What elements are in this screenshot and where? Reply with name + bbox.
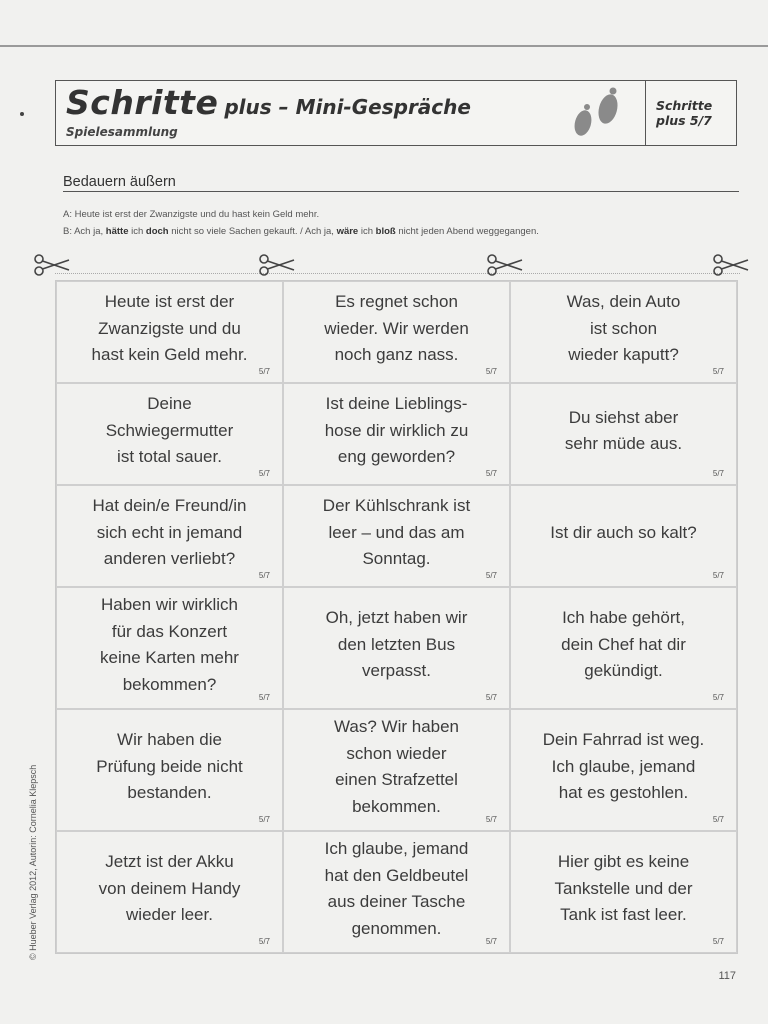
card-level-code: 5/7 xyxy=(258,367,270,376)
card xyxy=(283,485,510,587)
scissors-icon xyxy=(712,253,750,277)
card-level-code: 5/7 xyxy=(258,469,270,478)
card-text: Dein Fahrrad ist weg. Ich glaube, jemand hat es gestohlen. xyxy=(542,730,705,803)
card xyxy=(283,383,510,485)
card-level-code: 5/7 xyxy=(485,693,497,702)
card-level-code: 5/7 xyxy=(712,815,724,824)
card-text: Der Kühlschrank ist leer – und das am Sonntag. xyxy=(322,496,471,569)
example-b-text: ich xyxy=(128,226,146,237)
brand-title xyxy=(66,83,471,122)
header-brand-area xyxy=(56,81,646,145)
page-number: 117 xyxy=(718,970,736,982)
scissors-icon xyxy=(33,253,71,277)
scissors-icon xyxy=(258,253,296,277)
card-level-code: 5/7 xyxy=(258,937,270,946)
card xyxy=(283,281,510,383)
example-b-bold: wäre xyxy=(336,226,359,237)
card-text: Ich habe gehört, dein Chef hat dir gekündigt. xyxy=(561,608,686,681)
card xyxy=(510,281,737,383)
top-rule xyxy=(0,45,768,47)
cut-line xyxy=(55,273,740,274)
example-b-bold: bloß xyxy=(375,226,396,237)
card xyxy=(283,587,510,709)
card xyxy=(283,709,510,831)
card-level-code: 5/7 xyxy=(485,367,497,376)
card xyxy=(510,485,737,587)
card-text: Ich glaube, jemand hat den Geldbeutel aus deiner Tasche genommen. xyxy=(324,839,469,938)
example-a: A: Heute ist erst der Zwanzigste und du hast kein Geld mehr. xyxy=(63,209,320,220)
footprint-icon xyxy=(561,85,631,143)
card-text: Deine Schwiegermutter ist total sauer. xyxy=(105,394,234,467)
example-b-text: B: Ach ja, xyxy=(63,226,106,237)
example-b-text: nicht so viele Sachen gekauft. / Ach ja, xyxy=(168,226,337,237)
card-grid xyxy=(55,280,738,954)
card-level-code: 5/7 xyxy=(485,469,497,478)
card-text: Haben wir wirklich für das Konzert keine Karten mehr bekommen? xyxy=(100,595,239,694)
card-level-code: 5/7 xyxy=(712,469,724,478)
card xyxy=(510,709,737,831)
example-b-text: nicht jeden Abend weggegangen. xyxy=(395,226,539,237)
card-text: Es regnet schon wieder. Wir werden noch ganz nass. xyxy=(324,292,469,365)
card-level-code: 5/7 xyxy=(258,815,270,824)
card-text: Wir haben die Prüfung beide nicht bestanden. xyxy=(96,730,243,803)
card-level-code: 5/7 xyxy=(712,937,724,946)
example-b-bold: doch xyxy=(145,226,169,237)
header-box xyxy=(55,80,737,146)
scissors-icon xyxy=(486,253,524,277)
card-text: Ist deine Lieblings- hose dir wirklich zu eng geworden? xyxy=(324,394,469,467)
brand-caption: Spielesammlung xyxy=(66,125,178,139)
card xyxy=(56,383,283,485)
example-b-text: ich xyxy=(358,226,376,237)
section-rule xyxy=(63,191,739,192)
card-text: Was? Wir haben schon wieder einen Strafzettel bekommen. xyxy=(333,717,460,816)
card xyxy=(56,281,283,383)
card xyxy=(56,831,283,953)
level-label xyxy=(646,81,736,145)
card xyxy=(510,587,737,709)
card-text: Du siehst aber sehr müde aus. xyxy=(564,407,683,453)
card xyxy=(56,709,283,831)
card-level-code: 5/7 xyxy=(485,937,497,946)
card-text: Jetzt ist der Akku von deinem Handy wieder leer. xyxy=(98,852,241,925)
section-title: Bedauern äußern xyxy=(63,174,176,190)
card-text: Hat dein/e Freund/in sich echt in jemand anderen verliebt? xyxy=(92,496,247,569)
card-level-code: 5/7 xyxy=(712,571,724,580)
card-level-code: 5/7 xyxy=(712,367,724,376)
card-text: Ist dir auch so kalt? xyxy=(550,522,697,542)
example-b-bold: hätte xyxy=(105,226,129,237)
brand-name: Schritte xyxy=(66,83,219,122)
card xyxy=(510,831,737,953)
example-b xyxy=(63,226,539,237)
card-level-code: 5/7 xyxy=(258,571,270,580)
card-text: Oh, jetzt haben wir den letzten Bus verpasst. xyxy=(325,608,468,681)
level-line-2: plus 5/7 xyxy=(656,113,712,128)
card xyxy=(56,485,283,587)
card-text: Was, dein Auto ist schon wieder kaputt? xyxy=(566,292,681,365)
card xyxy=(510,383,737,485)
card-level-code: 5/7 xyxy=(258,693,270,702)
card xyxy=(56,587,283,709)
card-level-code: 5/7 xyxy=(712,693,724,702)
card-level-code: 5/7 xyxy=(485,571,497,580)
card-text: Hier gibt es keine Tankstelle und der Tank ist fast leer. xyxy=(554,852,693,925)
card-level-code: 5/7 xyxy=(485,815,497,824)
level-line-1: Schritte xyxy=(656,98,713,113)
card-text: Heute ist erst der Zwanzigste und du hast kein Geld mehr. xyxy=(91,292,248,365)
brand-suffix: plus – Mini-Gespräche xyxy=(224,95,471,119)
card xyxy=(283,831,510,953)
copyright-credit: © Hueber Verlag 2012, Autorin: Cornelia Klepsch xyxy=(28,764,38,960)
margin-dot xyxy=(20,112,24,116)
